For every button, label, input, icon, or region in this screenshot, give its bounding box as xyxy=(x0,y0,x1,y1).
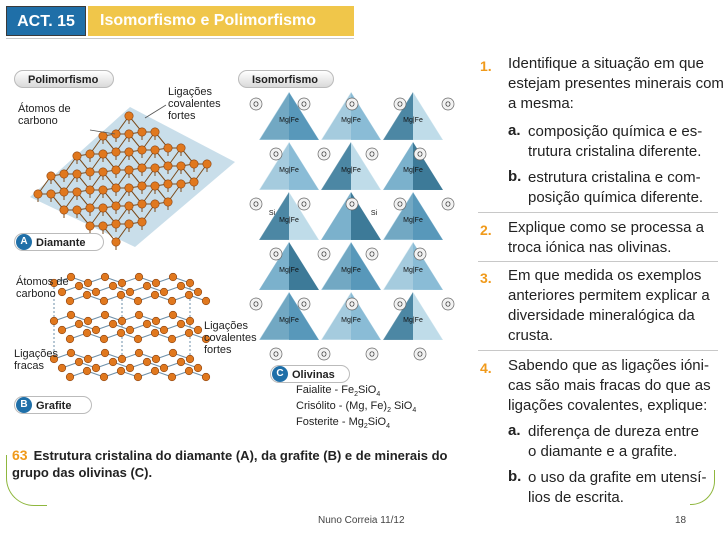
diamond-atoms-label: Átomos de carbono xyxy=(18,103,71,127)
q4-line3: ligações covalentes, explique: xyxy=(508,397,708,414)
olivinas-name: Olivinas xyxy=(292,369,335,381)
oxygen-label: O xyxy=(445,301,451,309)
diamond-carbon-atom xyxy=(47,190,55,198)
graphite-carbon-atom xyxy=(151,291,159,299)
diamond-carbon-atom xyxy=(73,206,81,214)
mgfe-label: Mg|Fe xyxy=(279,117,299,124)
graphite-carbon-atom xyxy=(118,279,126,287)
diamond-carbon-atom xyxy=(164,144,172,152)
graphite-strong-bonds-label: Ligações covalentes fortes xyxy=(204,320,257,356)
oxygen-label: O xyxy=(349,101,355,109)
diamante-letter: A xyxy=(16,234,32,250)
oxygen-label: O xyxy=(369,351,375,359)
oxygen-label: O xyxy=(321,251,327,259)
graphite-carbon-atom xyxy=(202,373,210,381)
mgfe-label: Mg|Fe xyxy=(279,267,299,274)
mgfe-label: Mg|Fe xyxy=(279,317,299,324)
diamond-carbon-atom xyxy=(138,200,146,208)
oxygen-label: O xyxy=(369,151,375,159)
diamond-carbon-atom xyxy=(73,152,81,160)
graphite-carbon-atom xyxy=(118,355,126,363)
q4-a-line1: diferença de dureza entre xyxy=(528,423,699,440)
diamond-carbon-atom xyxy=(99,150,107,158)
footer-page-number: 18 xyxy=(675,515,687,526)
graphite-carbon-atom xyxy=(109,358,117,366)
activity-title: Isomorfismo e Polimorfismo xyxy=(88,6,354,36)
diamond-carbon-atom xyxy=(138,218,146,226)
diamond-carbon-atom xyxy=(138,164,146,172)
graphite-carbon-atom xyxy=(169,349,177,357)
frame-corner-left xyxy=(6,455,47,506)
graphite-carbon-atom xyxy=(169,273,177,281)
q4-a-letter: a. xyxy=(508,422,521,439)
grafite-letter: B xyxy=(16,397,32,413)
formula-crisolito: Crisólito - (Mg, $Fe)_2$ SiO$_4$ xyxy=(296,400,417,415)
graphite-carbon-atom xyxy=(101,311,109,319)
oxygen-label: O xyxy=(253,101,259,109)
olivine-structure-diagram xyxy=(244,90,466,370)
formula-faialite: Faialite - $Fe_2SiO_4$ xyxy=(296,384,381,399)
diamond-carbon-atom xyxy=(151,146,159,154)
graphite-carbon-atom xyxy=(67,311,75,319)
q4-line1: Sabendo que as ligações ióni- xyxy=(508,357,709,374)
diamond-carbon-atom xyxy=(86,186,94,194)
oxygen-label: O xyxy=(445,101,451,109)
graphite-carbon-atom xyxy=(152,317,160,325)
diamond-carbon-atom xyxy=(112,238,120,246)
diamond-carbon-atom xyxy=(151,164,159,172)
graphite-carbon-atom xyxy=(168,373,176,381)
graphite-carbon-atom xyxy=(135,349,143,357)
graphite-carbon-atom xyxy=(185,329,193,337)
graphite-carbon-atom xyxy=(101,273,109,281)
diamond-carbon-atom xyxy=(112,202,120,210)
mgfe-label: Mg|Fe xyxy=(279,217,299,224)
oxygen-label: O xyxy=(253,301,259,309)
graphite-carbon-atom xyxy=(67,349,75,357)
graphite-carbon-atom xyxy=(151,329,159,337)
diamond-carbon-atom xyxy=(99,186,107,194)
diamond-carbon-atom xyxy=(112,166,120,174)
oxygen-label: O xyxy=(321,351,327,359)
graphite-carbon-atom xyxy=(186,355,194,363)
diamond-carbon-atom xyxy=(86,222,94,230)
mgfe-label: Mg|Fe xyxy=(279,167,299,174)
diamond-carbon-atom xyxy=(138,182,146,190)
graphite-carbon-atom xyxy=(185,367,193,375)
oxygen-label: O xyxy=(349,301,355,309)
mgfe-label: Mg|Fe xyxy=(341,267,361,274)
graphite-carbon-atom xyxy=(84,355,92,363)
diamond-carbon-atom xyxy=(112,184,120,192)
diamond-bonds-label: Ligações covalentes fortes xyxy=(168,86,221,122)
diamond-carbon-atom xyxy=(60,170,68,178)
graphite-carbon-atom xyxy=(143,358,151,366)
q4-b-letter: b. xyxy=(508,468,522,485)
graphite-carbon-atom xyxy=(117,291,125,299)
mgfe-label: Mg|Fe xyxy=(341,167,361,174)
graphite-carbon-atom xyxy=(186,317,194,325)
diamond-carbon-atom xyxy=(177,162,185,170)
graphite-carbon-atom xyxy=(152,355,160,363)
graphite-carbon-atom xyxy=(66,373,74,381)
footer-author: Nuno Correia 11/12 xyxy=(318,515,405,526)
oxygen-label: O xyxy=(349,201,355,209)
caption-number: 63 xyxy=(12,447,28,463)
q1-line3: a mesma: xyxy=(508,95,574,112)
oxygen-label: O xyxy=(301,201,307,209)
header-divider xyxy=(6,38,354,39)
formula-fosterite: Fosterite - $Mg_2SiO_4$ xyxy=(296,416,391,431)
diamond-carbon-atom xyxy=(164,162,172,170)
graphite-carbon-atom xyxy=(177,320,185,328)
graphite-carbon-atom xyxy=(134,335,142,343)
q1-a-line2: trutura cristalina diferente. xyxy=(528,143,702,160)
diamond-carbon-atom xyxy=(60,206,68,214)
diamond-carbon-atom xyxy=(73,170,81,178)
oxygen-label: O xyxy=(273,151,279,159)
graphite-carbon-atom xyxy=(100,373,108,381)
q-divider-3 xyxy=(478,350,718,351)
graphite-carbon-atom xyxy=(66,335,74,343)
graphite-carbon-atom xyxy=(58,326,66,334)
diamond-carbon-atom xyxy=(99,168,107,176)
grafite-name: Grafite xyxy=(36,400,72,412)
mgfe-label: Mg|Fe xyxy=(403,167,423,174)
q2-line2: troca iónica nas olivinas. xyxy=(508,239,672,256)
diamond-carbon-atom xyxy=(60,188,68,196)
q1-b-line2: posição química diferente. xyxy=(528,189,704,206)
diamond-carbon-atom xyxy=(125,148,133,156)
q-divider-1 xyxy=(478,212,718,213)
graphite-carbon-atom xyxy=(185,291,193,299)
graphite-carbon-atom xyxy=(177,282,185,290)
q1-a-letter: a. xyxy=(508,122,521,139)
diamond-carbon-atom xyxy=(151,182,159,190)
oxygen-label: O xyxy=(397,101,403,109)
graphite-carbon-atom xyxy=(202,297,210,305)
q4-line2: cas são mais fracas do que as xyxy=(508,377,711,394)
graphite-carbon-atom xyxy=(50,317,58,325)
graphite-carbon-atom xyxy=(83,329,91,337)
oxygen-label: O xyxy=(417,351,423,359)
diamond-carbon-atom xyxy=(86,150,94,158)
mgfe-label: Mg|Fe xyxy=(341,317,361,324)
graphite-carbon-atom xyxy=(109,320,117,328)
mgfe-label: Mg|Fe xyxy=(403,217,423,224)
graphite-carbon-atom xyxy=(169,311,177,319)
q4-number: 4. xyxy=(480,360,492,376)
oxygen-label: O xyxy=(417,151,423,159)
oxygen-label: O xyxy=(301,101,307,109)
graphite-carbon-atom xyxy=(126,326,134,334)
graphite-carbon-atom xyxy=(75,320,83,328)
graphite-carbon-atom xyxy=(135,273,143,281)
q-divider-2 xyxy=(478,261,718,262)
oxygen-label: O xyxy=(321,151,327,159)
diamond-leader-lines xyxy=(60,100,180,140)
diamond-carbon-atom xyxy=(125,202,133,210)
diamond-carbon-atom xyxy=(138,146,146,154)
figure-caption xyxy=(12,447,452,481)
graphite-carbon-atom xyxy=(134,373,142,381)
graphite-carbon-atom xyxy=(83,367,91,375)
q4-b-line2: lios de escrita. xyxy=(528,489,624,506)
mgfe-label: Mg|Fe xyxy=(341,117,361,124)
diamond-carbon-atom xyxy=(177,144,185,152)
graphite-carbon-atom xyxy=(143,320,151,328)
diamond-carbon-atom xyxy=(86,204,94,212)
oxygen-label: O xyxy=(273,351,279,359)
graphite-carbon-atom xyxy=(168,297,176,305)
q1-b-letter: b. xyxy=(508,168,522,185)
graphite-carbon-atom xyxy=(92,364,100,372)
diamond-carbon-atom xyxy=(125,166,133,174)
diamante-name: Diamante xyxy=(36,237,86,249)
diamond-carbon-atom xyxy=(203,160,211,168)
oxygen-label: O xyxy=(369,251,375,259)
mgfe-label: Mg|Fe xyxy=(403,267,423,274)
graphite-carbon-atom xyxy=(100,335,108,343)
oxygen-label: O xyxy=(273,251,279,259)
graphite-carbon-atom xyxy=(194,288,202,296)
graphite-carbon-atom xyxy=(118,317,126,325)
graphite-carbon-atom xyxy=(117,367,125,375)
si-label: Si xyxy=(268,210,276,217)
graphite-carbon-atom xyxy=(135,311,143,319)
olivinas-letter: C xyxy=(272,366,288,382)
graphite-carbon-atom xyxy=(75,358,83,366)
graphite-weak-bonds-label: Ligações fracas xyxy=(14,348,59,372)
diamond-carbon-atom xyxy=(190,178,198,186)
mgfe-label: Mg|Fe xyxy=(403,317,423,324)
q3-number: 3. xyxy=(480,270,492,286)
graphite-carbon-atom xyxy=(143,282,151,290)
graphite-carbon-atom xyxy=(109,282,117,290)
graphite-carbon-atom xyxy=(160,326,168,334)
graphite-carbon-atom xyxy=(152,279,160,287)
diamond-carbon-atom xyxy=(112,148,120,156)
q4-a-line2: o diamante e a grafite. xyxy=(528,443,678,460)
diamond-carbon-atom xyxy=(73,188,81,196)
diamond-carbon-atom xyxy=(164,198,172,206)
diamond-carbon-atom xyxy=(99,204,107,212)
diamond-carbon-atom xyxy=(151,200,159,208)
oxygen-label: O xyxy=(445,201,451,209)
graphite-carbon-atom xyxy=(126,364,134,372)
graphite-carbon-atom xyxy=(177,358,185,366)
graphite-carbon-atom xyxy=(101,349,109,357)
polimorfismo-heading: Polimorfismo xyxy=(28,74,99,86)
graphite-carbon-atom xyxy=(186,279,194,287)
q2-number: 2. xyxy=(480,222,492,238)
graphite-carbon-atom xyxy=(168,335,176,343)
isomorfismo-heading: Isomorfismo xyxy=(252,74,319,86)
si-label: Si xyxy=(370,210,378,217)
q4-b-line1: o uso da grafite em utensí- xyxy=(528,469,707,486)
graphite-carbon-atom xyxy=(151,367,159,375)
graphite-carbon-atom xyxy=(100,297,108,305)
graphite-carbon-atom xyxy=(160,288,168,296)
q1-a-line1: composição química e es- xyxy=(528,123,703,140)
q2-line1: Explique como se processa a xyxy=(508,219,704,236)
oxygen-label: O xyxy=(301,301,307,309)
q3-line2: anteriores permitem explicar a xyxy=(508,287,710,304)
q1-line2: estejam presentes minerais com xyxy=(508,75,724,92)
graphite-carbon-atom xyxy=(126,288,134,296)
oxygen-label: O xyxy=(397,201,403,209)
q1-line1: Identifique a situação em que xyxy=(508,55,704,72)
graphite-carbon-atom xyxy=(134,297,142,305)
graphite-atoms-label: Átomos de carbono xyxy=(16,276,69,300)
diamond-carbon-atom xyxy=(99,222,107,230)
graphite-carbon-atom xyxy=(160,364,168,372)
q3-line4: crusta. xyxy=(508,327,554,344)
oxygen-label: O xyxy=(417,251,423,259)
oxygen-label: O xyxy=(253,201,259,209)
q3-line1: Em que medida os exemplos xyxy=(508,267,702,284)
caption-text: Estrutura cristalina do diamante (A), da grafite (B) e de minerais do grupo das olivinas (C). xyxy=(12,448,448,480)
graphite-carbon-atom xyxy=(194,364,202,372)
graphite-carbon-atom xyxy=(194,326,202,334)
graphite-carbon-atom xyxy=(117,329,125,337)
mgfe-label: Mg|Fe xyxy=(403,117,423,124)
oxygen-label: O xyxy=(397,301,403,309)
q1-b-line1: estrutura cristalina e com- xyxy=(528,169,701,186)
diamond-carbon-atom xyxy=(125,220,133,228)
diamond-carbon-atom xyxy=(86,168,94,176)
graphite-carbon-atom xyxy=(92,288,100,296)
diamond-carbon-atom xyxy=(112,220,120,228)
diamond-carbon-atom xyxy=(190,160,198,168)
diamond-carbon-atom xyxy=(47,172,55,180)
q3-line3: diversidade mineralógica da xyxy=(508,307,695,324)
diamond-carbon-atom xyxy=(164,180,172,188)
diamond-carbon-atom xyxy=(34,190,42,198)
q1-number: 1. xyxy=(480,58,492,74)
diamond-carbon-atom xyxy=(125,184,133,192)
activity-badge: ACT. 15 xyxy=(6,6,86,36)
graphite-carbon-atom xyxy=(92,326,100,334)
graphite-carbon-atom xyxy=(84,317,92,325)
diamond-carbon-atom xyxy=(177,180,185,188)
